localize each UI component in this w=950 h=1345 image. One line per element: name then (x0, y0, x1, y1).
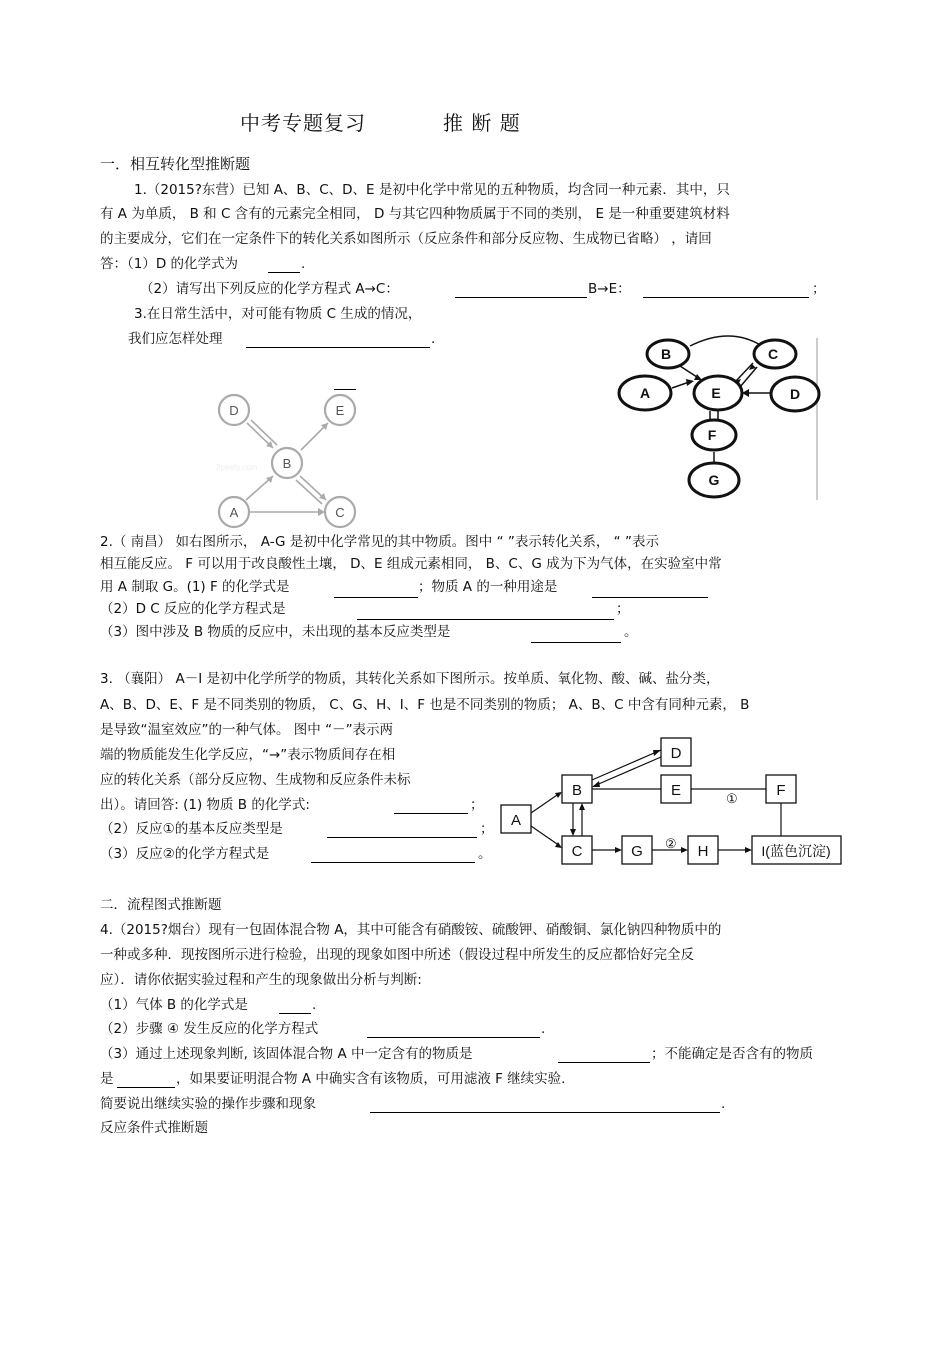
q1-line: 答：（1）D 的化学式为 (100, 256, 239, 272)
answer-blank[interactable] (455, 296, 587, 298)
q4-line-end: . (721, 1096, 726, 1112)
q4-line: 是 (100, 1071, 114, 1087)
q2-line: ；物质 A 的一种用途是 (418, 579, 558, 595)
page-title: 中考专题复习 (240, 111, 366, 135)
q1-line-end: ； (812, 281, 826, 297)
q1-line-end: . (431, 331, 436, 347)
watermark: 2peefs.com (216, 463, 258, 472)
q4-line: （2）步骤 ④ 发生反应的化学方程式 (100, 1021, 319, 1037)
node-label: B (282, 456, 292, 471)
q3-diagram (498, 735, 848, 875)
section-heading: 二．流程图式推断题 (100, 897, 222, 913)
answer-blank[interactable] (558, 1061, 650, 1063)
q2-line: （3）图中涉及 B 物质的反应中，未出现的基本反应类型是 (100, 624, 451, 640)
reaction-mark: ② (665, 836, 677, 851)
node-label: D (229, 403, 239, 418)
q3-line: 出）。请回答: (1) 物质 B 的化学式: (100, 797, 310, 813)
box-label: F (776, 782, 786, 799)
node-label: E (711, 385, 721, 401)
q3-line-end: 。 (478, 846, 492, 862)
node-label: C (335, 505, 345, 520)
q2-line: 相互能反应。 F 可以用于改良酸性土壤， D、E 组成元素相同， B、C、G 成为下为气体，在实验室中常 (100, 556, 722, 572)
q1-line: 有 A 为单质， B 和 C 含有的元素完全相同， D 与其它四种物质属于不同的类别， E 是一种重要建筑材料 (100, 206, 730, 222)
q3-line-end: ； (480, 821, 494, 837)
answer-blank[interactable] (367, 1036, 540, 1038)
q2-line-end: 。 (624, 624, 638, 640)
answer-blank[interactable] (334, 596, 418, 598)
q4-line: ，如果要证明混合物 A 中确实含有该物质，可用滤液 F 继续实验. (176, 1071, 566, 1087)
q1-line: B→E： (588, 281, 631, 297)
box-label: I(蓝色沉淀) (761, 843, 831, 859)
box-label: B (571, 782, 583, 799)
node-label: A (229, 505, 239, 520)
q3-line: 3. （襄阳） A－I 是初中化学所学的物质，其转化关系如下图所示。按单质、氧化物、酸、碱、盐分类， (100, 671, 720, 687)
q4-line: 一种或多种．现按图所示进行检验，出现的现象如图中所述（假设过程中所发生的反应都恰好完全反 (100, 947, 694, 963)
answer-blank[interactable] (357, 618, 614, 620)
box-label: G (631, 843, 643, 860)
q4-line: （1）气体 B 的化学式是 (100, 997, 248, 1013)
answer-blank[interactable] (592, 596, 708, 598)
q1-line-end: . (301, 256, 306, 272)
q4-line-end: . (312, 997, 317, 1013)
q1-line: 3.在日常生活中，对可能有物质 C 生成的情况， (134, 306, 422, 322)
q3-line: 端的物质能发生化学反应，“→”表示物质间存在相 (100, 747, 396, 763)
box-label: A (510, 812, 522, 829)
node-label: C (767, 346, 779, 362)
q2-line-end: ； (616, 601, 630, 617)
box-label: H (697, 843, 709, 860)
node-label: D (789, 386, 801, 402)
q3-line: 是导致“温室效应”的一种气体。 图中 “－”表示两 (100, 722, 394, 738)
node-label: E (335, 403, 345, 418)
answer-blank[interactable] (117, 1086, 175, 1088)
answer-blank[interactable] (268, 271, 300, 273)
q4-line: 4.（2015?烟台）现有一包固体混合物 A，其中可能含有硝酸铵、硫酸钾、硝酸铜、氯化钠四种物质中的 (100, 922, 722, 938)
q3-line: A、B、D、E、F 是不同类别的物质， C、G、H、I、F 也是不同类别的物质； A、B、C 中含有同种元素， B (100, 697, 750, 713)
q4-line: （3）通过上述现象判断, 该固体混合物 A 中一定含有的物质是 (100, 1046, 473, 1062)
q4-line: 应）．请你依据实验过程和产生的现象做出分析与判断: (100, 972, 422, 988)
q2-diagram (612, 336, 822, 502)
answer-blank[interactable] (279, 1012, 311, 1014)
box-label: D (670, 745, 682, 762)
answer-blank[interactable] (311, 861, 475, 863)
q2-line: 2.（ 南昌） 如右图所示， A-G 是初中化学常见的其中物质。图中 “ ”表示转化关系， “ ”表示 (100, 534, 659, 550)
q3-line: （3）反应②的化学方程式是 (100, 846, 270, 862)
q1-diagram (210, 390, 370, 530)
q3-line-end: ； (470, 797, 484, 813)
node-label: B (660, 346, 672, 362)
q2-line: （2）D C 反应的化学方程式是 (100, 601, 286, 617)
q1-line: 1.（2015?东营）已知 A、B、C、D、E 是初中化学中常见的五种物质，均含同一种元素．其中，只 (134, 182, 730, 198)
node-label: A (639, 385, 651, 401)
answer-blank[interactable] (370, 1111, 720, 1113)
page-subtitle: 推 断 题 (443, 111, 521, 135)
q4-line: 简要说出继续实验的操作步骤和现象 (100, 1096, 316, 1112)
q1-line: （2）请写出下列反应的化学方程式 A→C： (140, 281, 399, 297)
q4-line: ；不能确定是否含有的物质 (651, 1046, 813, 1062)
node-label: G (708, 472, 720, 488)
answer-blank[interactable] (327, 836, 477, 838)
q2-line: 用 A 制取 G。(1) F 的化学式是 (100, 579, 290, 595)
box-label: C (571, 843, 583, 860)
answer-blank[interactable] (643, 296, 809, 298)
answer-blank[interactable] (531, 641, 621, 643)
reaction-mark: ① (726, 791, 738, 806)
section-heading: 一．相互转化型推断题 (100, 155, 251, 173)
q4-line-end: . (541, 1021, 546, 1037)
section-heading: 反应条件式推断题 (100, 1120, 208, 1136)
q1-line: 我们应怎样处理 (128, 331, 223, 347)
box-label: E (670, 782, 682, 799)
node-label: F (707, 427, 717, 443)
answer-blank[interactable] (394, 812, 468, 814)
q1-line: 的主要成分，它们在一定条件下的转化关系如图所示（反应条件和部分反应物、生成物已省略） ，请回 (100, 231, 712, 247)
answer-blank[interactable] (246, 346, 430, 348)
q3-line: （2）反应①的基本反应类型是 (100, 821, 283, 837)
q3-line: 应的转化关系（部分反应物、生成物和反应条件未标 (100, 772, 411, 788)
